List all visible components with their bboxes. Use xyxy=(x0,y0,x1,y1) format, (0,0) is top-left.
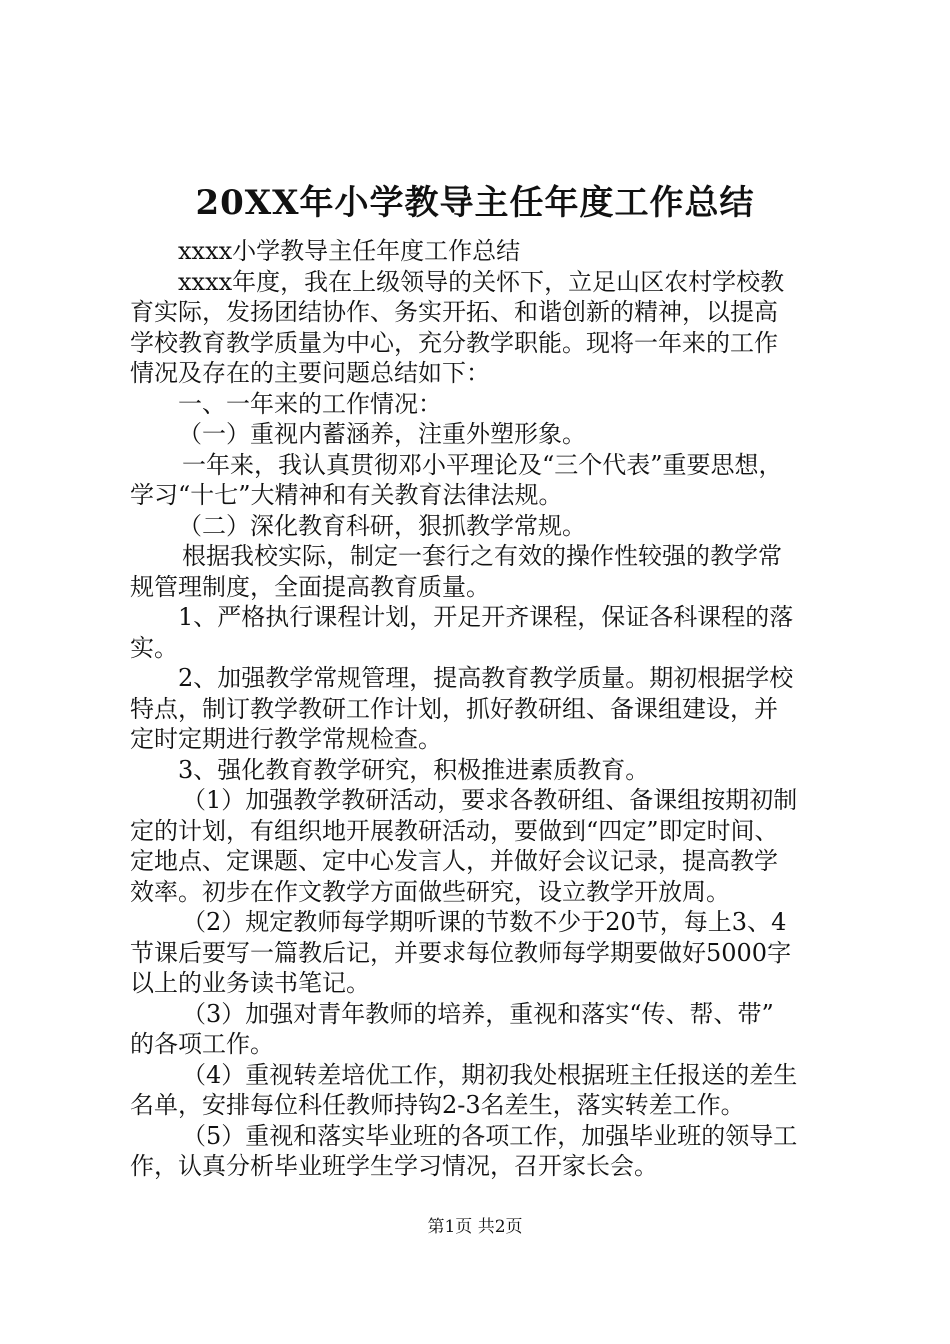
text-line: （2）规定教师每学期听课的节数不少于20节，每上3、4 xyxy=(182,908,787,936)
text-line: 名单，安排每位科任教师持钩2-3名差生，落实转差工作。 xyxy=(130,1091,745,1119)
text-line: 效率。初步在作文教学方面做些研究，设立教学开放周。 xyxy=(130,877,730,906)
text-line: （3）加强对青年教师的培养，重视和落实“传、帮、带” xyxy=(182,999,774,1028)
text-line: 1、严格执行课程计划，开足开齐课程，保证各科课程的落 xyxy=(178,603,794,631)
text-line: xxxx年度，我在上级领导的关怀下，立足山区农村学校教 xyxy=(178,267,785,296)
text-line: （5）重视和落实毕业班的各项工作，加强毕业班的领导工 xyxy=(182,1121,798,1150)
text-line: （一）重视内蓄涵养，注重外塑形象。 xyxy=(178,420,586,448)
page-footer: 第1页 共2页 xyxy=(427,1217,523,1237)
text-line: 情况及存在的主要问题总结如下： xyxy=(130,359,490,387)
text-line: （二）深化教育科研，狠抓教学常规。 xyxy=(178,511,586,540)
text-line: 育实际，发扬团结协作、务实开拓、和谐创新的精神，以提高 xyxy=(130,298,778,326)
text-line: 作，认真分析毕业班学生学习情况，召开家长会。 xyxy=(130,1152,658,1180)
text-line: 以上的业务读书笔记。 xyxy=(130,969,370,997)
text-line: 学校教育教学质量为中心，充分教学职能。现将一年来的工作 xyxy=(130,328,778,357)
text-line: 一年来，我认真贯彻邓小平理论及“三个代表”重要思想， xyxy=(182,450,783,479)
text-line: 规管理制度，全面提高教育质量。 xyxy=(130,572,490,601)
text-line: 定的计划，有组织地开展教研活动，要做到“四定”即定时间、 xyxy=(130,816,779,845)
document-title: 20XX年小学教导主任年度工作总结 xyxy=(195,183,755,223)
text-line: 2、加强教学常规管理，提高教育教学质量。期初根据学校 xyxy=(178,664,794,692)
text-line: 定时定期进行教学常规检查。 xyxy=(130,725,442,753)
text-line: 学习“十七”大精神和有关教育法律法规。 xyxy=(130,481,563,509)
text-line: 特点，制订教学教研工作计划，抓好教研组、备课组建设，并 xyxy=(130,694,778,723)
text-line: （4）重视转差培优工作，期初我处根据班主任报送的差生 xyxy=(182,1060,798,1089)
text-line: 一、一年来的工作情况： xyxy=(178,389,442,418)
text-line: 根据我校实际，制定一套行之有效的操作性较强的教学常 xyxy=(182,542,782,570)
text-line: 节课后要写一篇教后记，并要求每位教师每学期要做好5000字 xyxy=(130,938,792,967)
text-line: 定地点、定课题、定中心发言人，并做好会议记录，提高教学 xyxy=(130,847,778,875)
text-line: xxxx小学教导主任年度工作总结 xyxy=(178,237,521,265)
text-line: （1）加强教学教研活动，要求各教研组、备课组按期初制 xyxy=(182,786,798,814)
document-body xyxy=(130,236,842,1182)
text-line: 的各项工作。 xyxy=(130,1030,274,1058)
text-line: 实。 xyxy=(130,633,178,662)
text-line: 3、强化教育教学研究，积极推进素质教育。 xyxy=(178,755,650,784)
